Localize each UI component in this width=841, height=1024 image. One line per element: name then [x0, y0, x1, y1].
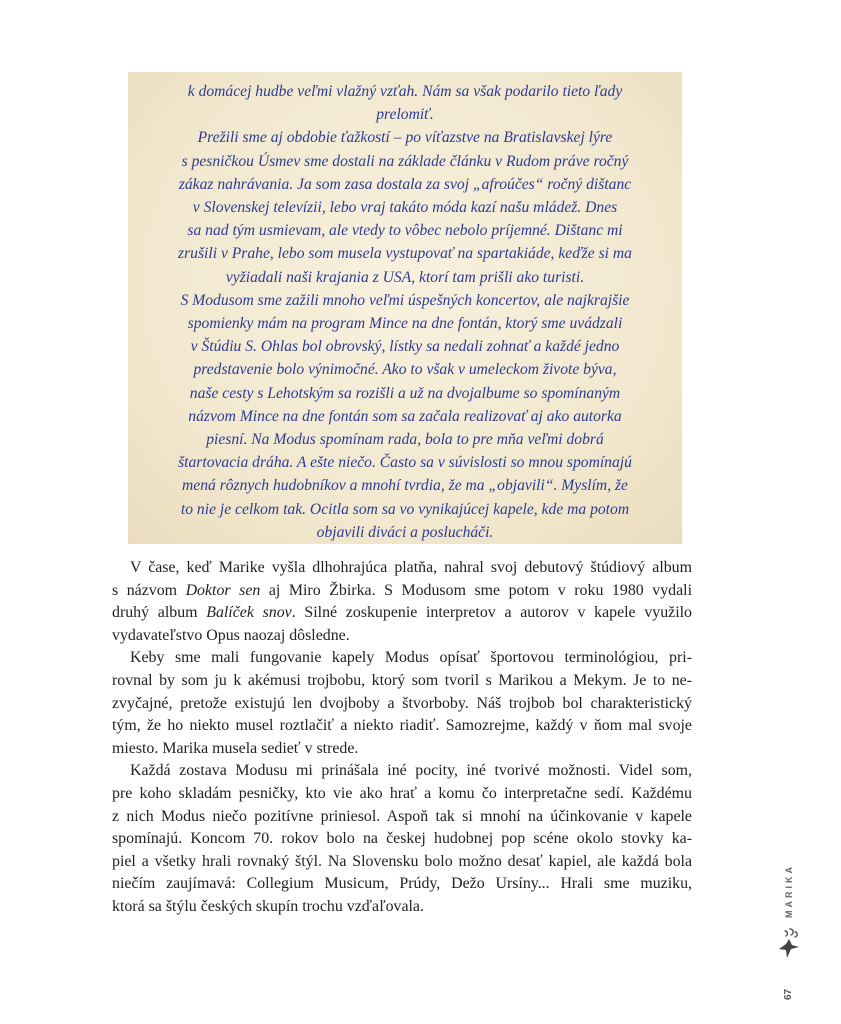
album-title-doktor-sen: Doktor sen [185, 581, 261, 599]
quote-line: predstavenie bolo výnimočné. Ako to však v umeleckom živote býva, [193, 361, 617, 379]
quote-line: v Slovenskej televízii, lebo vraj takáto móda kazí našu mládež. Dnes [192, 199, 618, 217]
quote-line: k domácej hudbe veľmi vlažný vzťah. Nám sa však podarilo tieto ľady [187, 83, 623, 100]
paragraph-3-line: piel a všetky hrali rovnaký štýl. Na Slovensku bolo možno desať kapiel, ale každá bola [112, 852, 692, 870]
paragraph-3-line: spomínajú. Koncom 70. rokov bolo na českej hudobnej pop scéne okolo stovky ka- [112, 830, 692, 848]
paragraph-2-line: zvyčajné, pretože existujú len dvojboby a štvorboby. Náš trojbob bol charakteristický [112, 694, 692, 712]
quote-line: naše cesty s Lehotským sa rozišli a už na dvojalbume so spomínaným [189, 384, 621, 402]
paragraph-2-line: tým, že ho niekto musel roztlačiť a niekto riadiť. Samozrejme, každý v ňom mal svoje [112, 717, 692, 735]
paragraph-3-line: ktorá sa štýlu českých skupín trochu vzďaľovala. [112, 897, 424, 915]
text-segment: s názvom [112, 581, 186, 599]
running-header: MARIKA [784, 864, 794, 918]
bird-silhouette-icon [776, 923, 806, 963]
quote-line: s pesničkou Úsmev sme dostali na základe článku v Rudom práve ročný [181, 152, 629, 170]
quote-line: to nie je celkom tak. Ocitla som sa vo vynikajúcej kapele, kde ma potom [180, 500, 630, 518]
quote-block [140, 80, 670, 544]
paragraph-1-line: vydavateľstvo Opus naozaj dôsledne. [112, 626, 350, 644]
paragraph-2-line: Keby sme mali fungovanie kapely Modus opísať športovou terminológiou, pri- [130, 649, 692, 667]
quote-line: v Štúdiu S. Ohlas bol obrovský, lístky sa nedali zohnať a každé jedno [190, 338, 620, 356]
album-title-balicek-snov: Balíček snov [206, 604, 292, 622]
paragraph-3-line: pre koho skladám pesničky, kto vie ako hrať a komu čo interpretačne sedí. Každému [112, 784, 692, 802]
quote-line: piesní. Na Modus spomínam rada, bola to pre mňa veľmi dobrá [206, 431, 604, 449]
text-segment: . Silné zoskupenie interpretov a autorov v kapele využilo [291, 604, 692, 622]
text-segment: aj Miro Žbirka. S Modusom sme potom v roku 1980 vydali [260, 581, 692, 599]
paragraph-3-line: z nich Modus niečo pozitívne priniesol. Aspoň tak si mnohí na účinkovanie v kapele [112, 807, 692, 825]
paragraph-3-line: niečím zaujímavá: Collegium Musicum, Prúdy, Dežo Ursíny... Hrali sme muziku, [112, 875, 692, 893]
quote-line: zrušili v Prahe, lebo som musela vystupovať na spartakiáde, keďže si ma [178, 245, 632, 263]
quote-line: Prežili sme aj obdobie ťažkostí – po víťazstve na Bratislavskej lýre [197, 129, 613, 147]
quote-line: sa nad tým usmievam, ale vtedy to vôbec nebolo príjemné. Dištanc mi [187, 222, 623, 240]
quote-line: prelomiť. [376, 106, 434, 124]
quote-line: zákaz nahrávania. Ja som zasa dostala za svoj „afroúčes“ ročný dištanc [178, 175, 632, 193]
quote-line: názvom Mince na dne fontán som sa začala realizovať aj ako autorka [188, 407, 622, 425]
quote-line: štartovacia dráha. A ešte niečo. Často sa v súvislosti so mnou spomínajú [178, 454, 632, 472]
paragraph-1-line [112, 602, 692, 625]
page-number: 67 [783, 988, 794, 1000]
quote-line: spomienky mám na program Mince na dne fontán, ktorý sme uvádzali [187, 315, 623, 333]
text-segment: druhý album [112, 604, 207, 622]
paragraph-1-line [112, 580, 692, 603]
paragraph-3-line: Každá zostava Modusu mi prinášala iné pocity, iné tvorivé možnosti. Videl som, [130, 762, 692, 780]
quote-line: S Modusom sme zažili mnoho veľmi úspešných koncertov, ale najkrajšie [180, 291, 630, 309]
quote-line: mená rôznych hudobníkov a mnohí tvrdia, že ma „objavili“. Myslím, že [182, 477, 628, 495]
quote-line: vyžiadali naši krajania z USA, ktorí tam prišli ako turisti. [225, 268, 585, 286]
paragraph-2-line: rovnal by som ju k akémusi trojbobu, ktorý som tvoril s Marikou a Mekym. Je to ne- [112, 671, 692, 689]
paragraph-2-line: miesto. Marika musela sedieť v strede. [112, 739, 359, 757]
body-text [112, 557, 692, 919]
paragraph-1-line: V čase, keď Marike vyšla dlhohrajúca platňa, nahral svoj debutový štúdiový album [130, 559, 692, 576]
quote-line: objavili diváci a poslucháči. [316, 523, 494, 541]
